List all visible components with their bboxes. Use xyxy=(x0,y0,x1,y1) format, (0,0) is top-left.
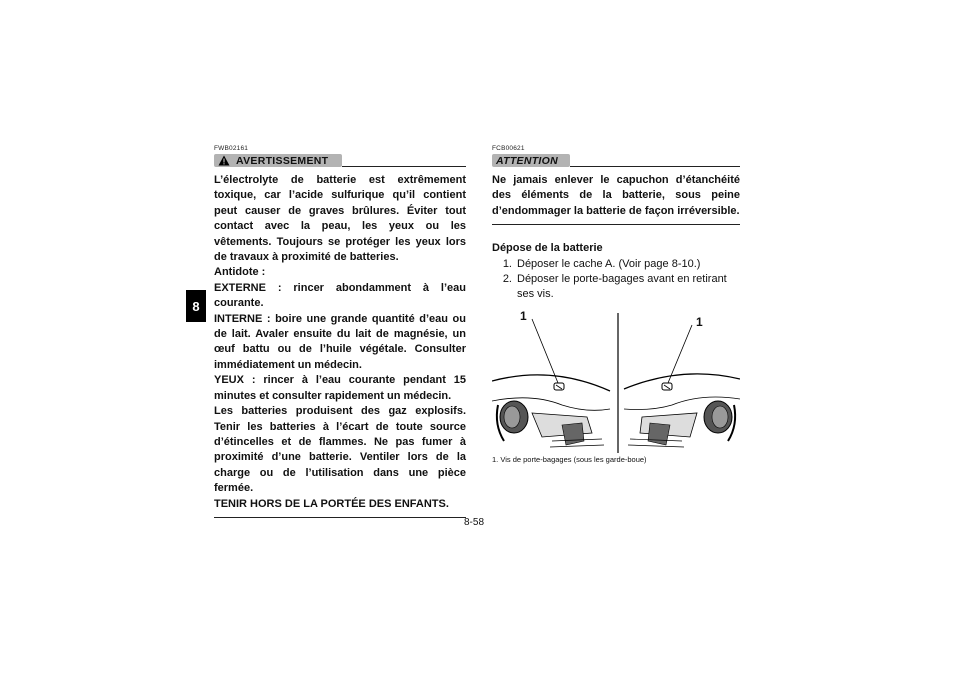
attention-code: FCB00621 xyxy=(492,145,525,152)
list-item xyxy=(492,257,740,272)
page-number: 8-58 xyxy=(464,517,485,528)
step-number: 2. xyxy=(502,273,512,286)
atv-fender-illustration xyxy=(492,313,740,453)
step-text: Déposer le porte-bagages avant en retirant ses vis. xyxy=(517,273,727,301)
warning-section xyxy=(214,145,466,518)
warning-code: FWB02161 xyxy=(214,145,249,152)
attention-text: Ne jamais enlever le capuchon d’étanchéité des éléments de la batterie, sous peine d’endommager la batterie de façon irréversible. xyxy=(492,174,740,217)
warning-paragraph: INTERNE : boire une grande quantité d’eau ou de lait. Avaler ensuite du lait de magnésie, un œuf battu ou de l’huile végétale. Consulter immédiatement un médecin. xyxy=(214,312,466,371)
step-number: 1. xyxy=(502,257,512,270)
warning-paragraph: EXTERNE : rincer abondamment à l’eau courante. xyxy=(214,281,466,310)
attention-banner-row xyxy=(492,154,740,167)
warning-paragraph: YEUX : rincer à l’eau courante pendant 15 minutes et consulter rapidement un médecin. xyxy=(214,374,466,402)
callout-left: 1 xyxy=(520,308,527,323)
warning-label: AVERTISSEMENT xyxy=(236,154,329,167)
warning-paragraph: Les batteries produisent des gaz explosifs. Tenir les batteries à l’écart de toute source d’étincelles et de flammes. Ne pas fumer à proximité d’une batterie. Ventiler lors de la charge ou de l’utilisation dans une pièce fermée. xyxy=(214,405,466,495)
callout-right: 1 xyxy=(696,314,703,329)
attention-rule xyxy=(570,166,740,167)
warning-banner xyxy=(214,154,342,167)
attention-label: ATTENTION xyxy=(496,154,558,167)
figure-caption: 1. Vis de porte-bagages (sous les garde-boue) xyxy=(492,454,647,464)
warning-triangle-icon xyxy=(218,155,230,166)
attention-banner xyxy=(492,154,570,167)
warning-banner-row xyxy=(214,154,466,167)
step-text: Déposer le cache A. (Voir page 8-10.) xyxy=(517,257,701,270)
warning-rule xyxy=(342,166,466,167)
warning-body xyxy=(214,173,466,518)
rack-bolts-figure xyxy=(492,308,740,453)
warning-paragraph: TENIR HORS DE LA PORTÉE DES ENFANTS. xyxy=(214,497,449,510)
right-column xyxy=(492,145,740,464)
removal-steps xyxy=(492,257,740,303)
warning-paragraph: L’électrolyte de batterie est extrêmement toxique, car l’acide sulfurique qu’il contient peut causer de graves brûlures. Éviter tout contact avec la peau, les yeux ou les vêtements. Toujours se protéger les yeux lors de travaux à proximité de batteries. xyxy=(214,174,466,264)
attention-body xyxy=(492,173,740,225)
warning-paragraph: Antidote : xyxy=(214,266,266,279)
list-item xyxy=(492,272,740,303)
chapter-tab: 8 xyxy=(186,290,206,322)
removal-heading: Dépose de la batterie xyxy=(492,242,603,255)
